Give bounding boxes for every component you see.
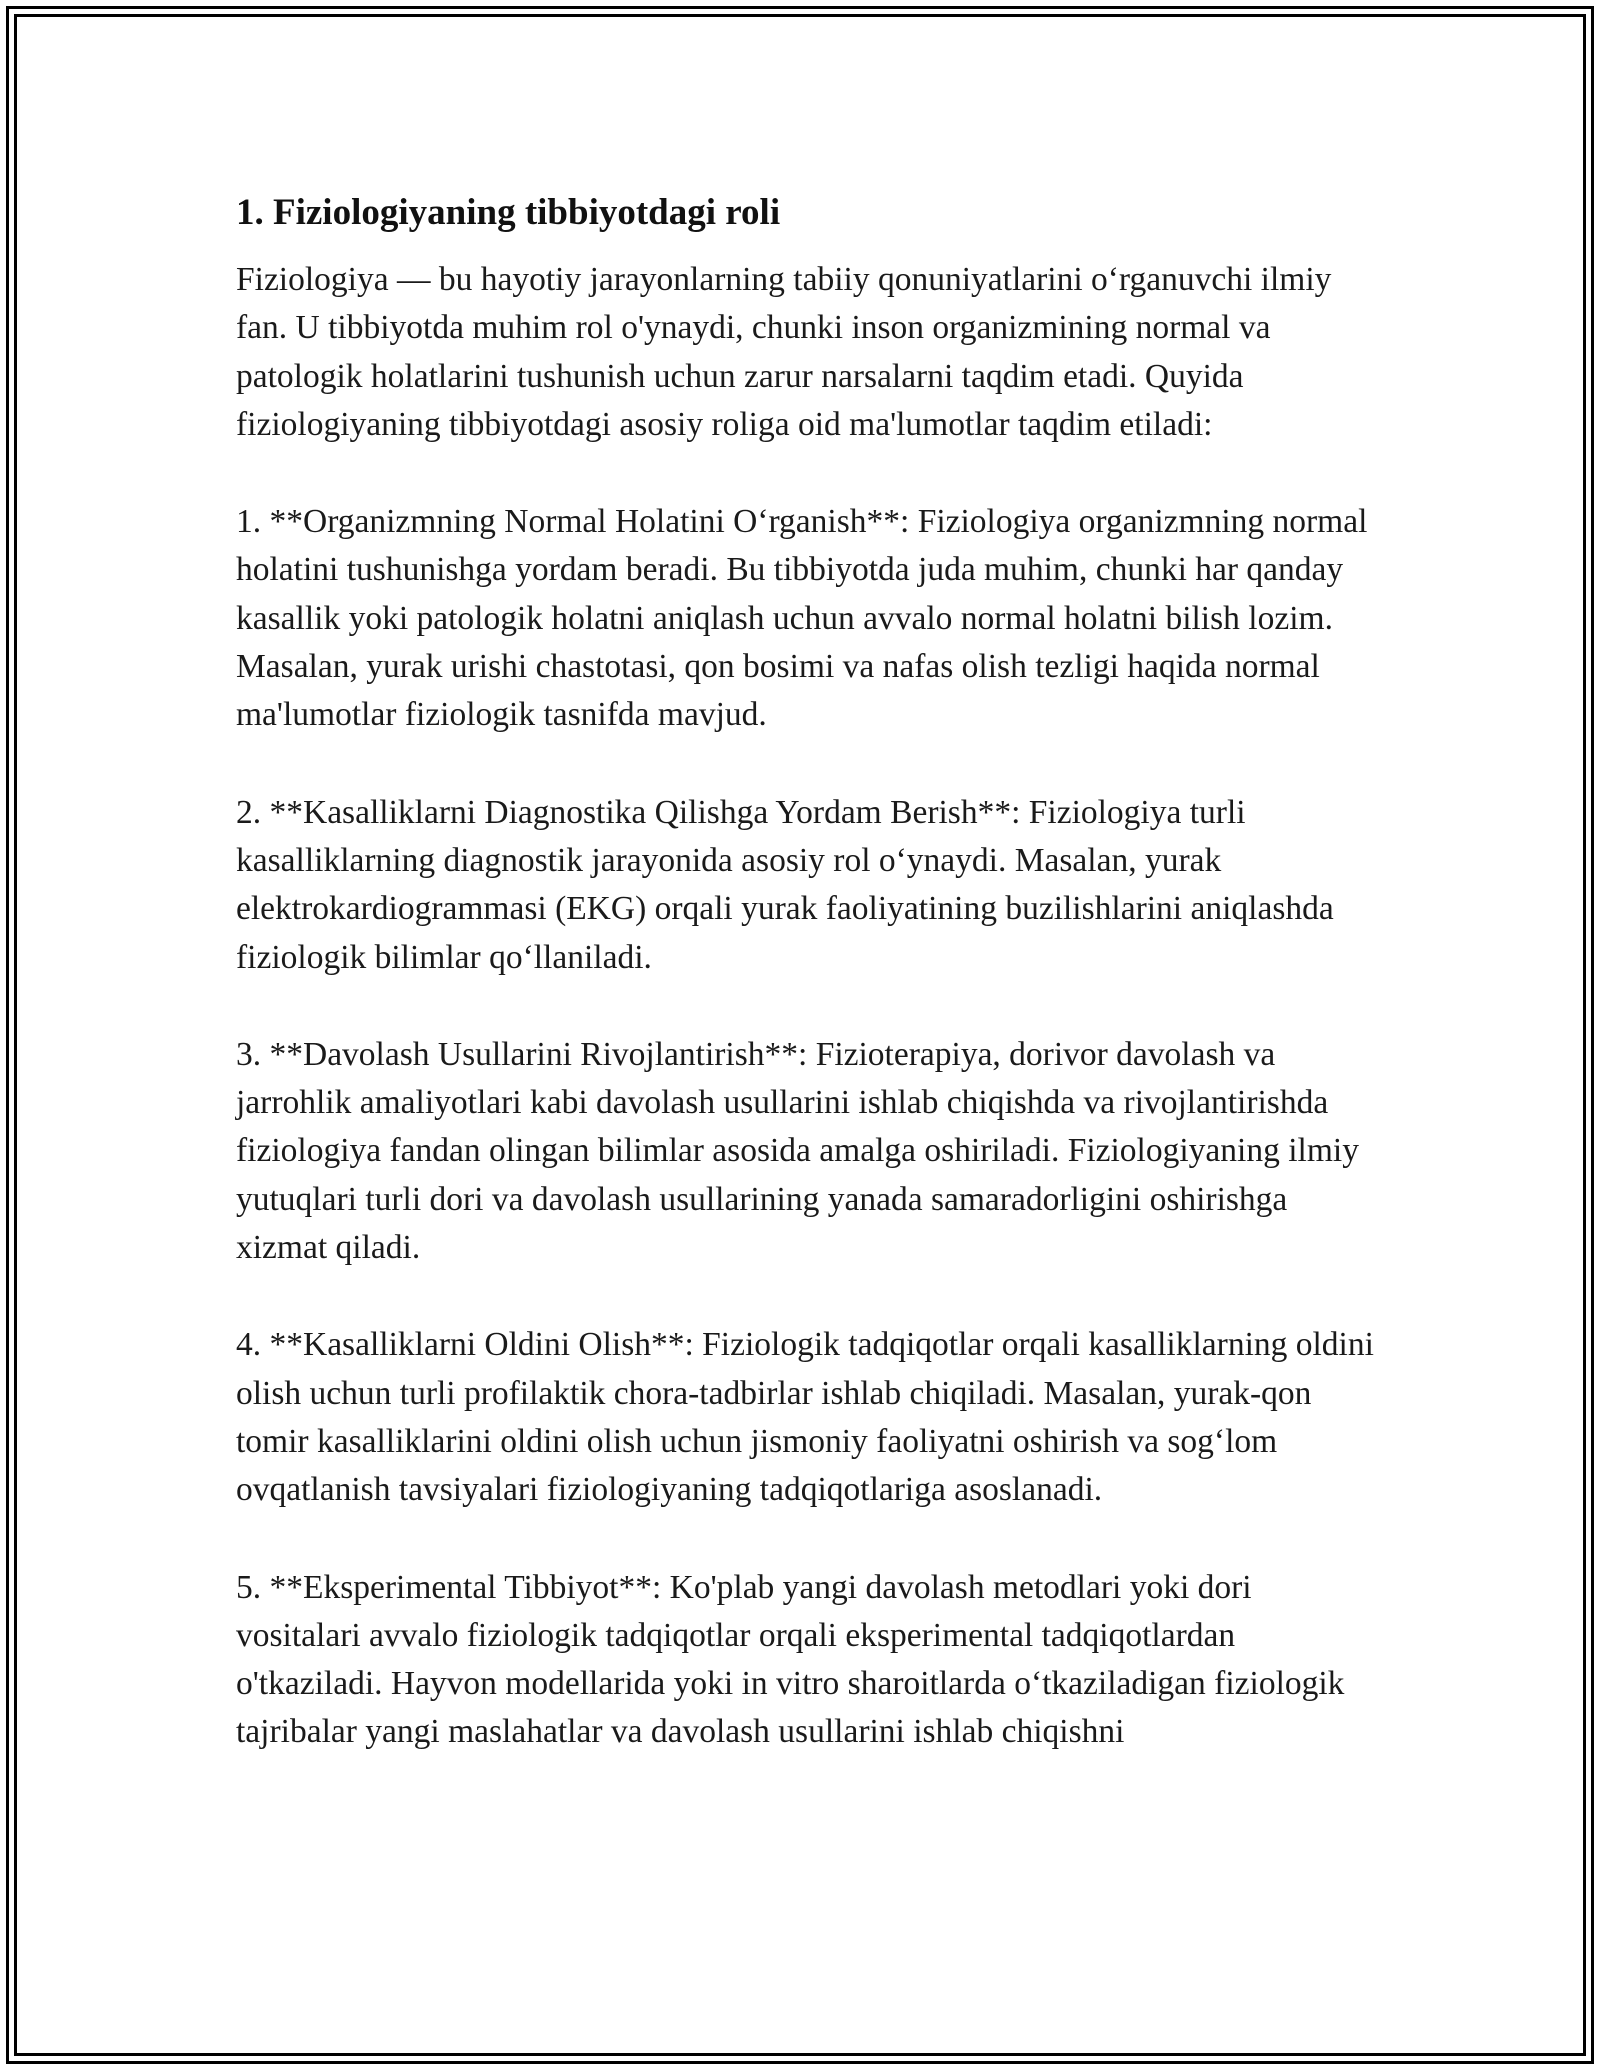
intro-paragraph: Fiziologiya — bu hayotiy jarayonlarning tabiiy qonuniyatlarini o‘rganuvchi ilmiy fan. U tibbiyotda muhim rol o'ynaydi, chunki inson organizmining normal va patologik holatlarini tushunish uchun zarur narsalarni taqdim etadi. Quyida fiziologiyaning tibbiyotdagi asosiy roliga oid ma'lumotlar taqdim etiladi: bbox=[236, 261, 1332, 443]
list-item-5-paragraph: 5. **Eksperimental Tibbiyot**: Ko'plab yangi davolash metodlari yoki dori vositalari avvalo fiziologik tadqiqotlar orqali eksperimental tadqiqotlardan o'tkaziladi. Hayvon modellarida yoki in vitro sharoitlarda o‘tkaziladigan fiziologik tajribalar yangi maslahatlar va davolash usullarini ishlab chiqishni bbox=[236, 1568, 1345, 1751]
document-body bbox=[236, 186, 1376, 1806]
list-item-2-paragraph: 2. **Kasalliklarni Diagnostika Qilishga Yordam Berish**: Fiziologiya turli kasalliklarning diagnostik jarayonida asosiy rol o‘ynaydi. Masalan, yurak elektrokardiogrammasi (EKG) orqali yurak faoliyatining buzilishlarini aniqlashda fiziologik bilimlar qo‘llaniladi. bbox=[236, 793, 1334, 976]
document-title: 1. Fiziologiyaning tibbiyotdagi roli bbox=[236, 192, 781, 233]
list-item-1-paragraph: 1. **Organizmning Normal Holatini O‘rganish**: Fiziologiya organizmning normal holatini tushunishga yordam beradi. Bu tibbiyotda juda muhim, chunki har qanday kasallik yoki patologik holatni aniqlash uchun avvalo normal holatni bilish lozim. Masalan, yurak urishi chastotasi, qon bosimi va nafas olish tezligi haqida normal ma'lumotlar fiziologik tasnifda mavjud. bbox=[236, 503, 1368, 734]
list-item-4-paragraph: 4. **Kasalliklarni Oldini Olish**: Fiziologik tadqiqotlar orqali kasalliklarning oldini olish uchun turli profilaktik chora-tadbirlar ishlab chiqiladi. Masalan, yurak-qon tomir kasalliklarini oldini olish uchun jismoniy faoliyatni oshirish va sog‘lom ovqatlanish tavsiyalari fiziologiyaning tadqiqotlariga asoslanadi. bbox=[236, 1326, 1374, 1509]
list-item-3-paragraph: 3. **Davolash Usullarini Rivojlantirish**: Fizioterapiya, dorivor davolash va jarrohlik amaliyotlari kabi davolash usullarini ishlab chiqishda va rivojlantirishda fiziologiya fandan olingan bilimlar asosida amalga oshiriladi. Fiziologiyaning ilmiy yutuqlari turli dori va davolash usullarining yanada samaradorligini oshirishga xizmat qiladi. bbox=[236, 1035, 1359, 1267]
